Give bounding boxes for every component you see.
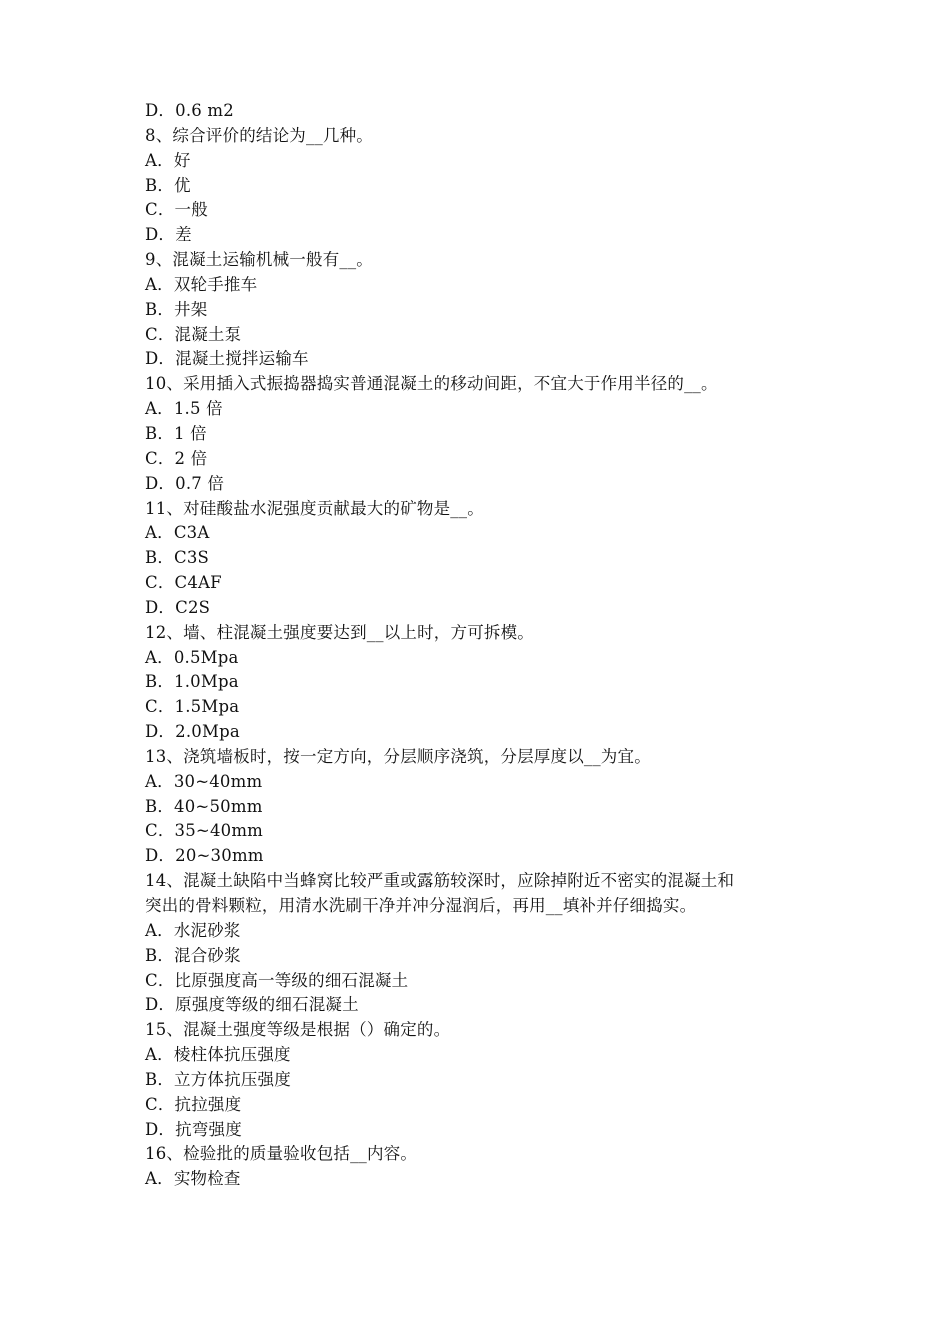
option-line: C．一般 — [145, 200, 208, 220]
option-line: D．原强度等级的细石混凝土 — [145, 995, 359, 1015]
option-line: A．双轮手推车 — [145, 274, 258, 294]
option-line: D．20~30mm — [145, 846, 264, 866]
question-line: 11、对硅酸盐水泥强度贡献最大的矿物是__。 — [145, 498, 484, 518]
option-line: D．C2S — [145, 597, 211, 617]
option-line: D．0.6 m2 — [145, 101, 234, 120]
exam-content — [145, 99, 825, 1192]
option-line: D．混凝土搅拌运输车 — [145, 349, 309, 369]
question-line: 8、综合评价的结论为__几种。 — [145, 125, 373, 145]
option-line: C．1.5Mpa — [145, 697, 240, 717]
question-line: 15、混凝土强度等级是根据（）确定的。 — [145, 1020, 451, 1040]
option-line: C．比原强度高一等级的细石混凝土 — [145, 970, 409, 990]
option-line: B．优 — [145, 175, 191, 195]
option-line: B．混合砂浆 — [145, 945, 241, 965]
option-line: C．2 倍 — [145, 448, 208, 468]
option-line: A．1.5 倍 — [145, 399, 223, 419]
option-line: A．棱柱体抗压强度 — [145, 1045, 291, 1065]
question-line: 9、混凝土运输机械一般有__。 — [145, 250, 373, 270]
option-line: B．1.0Mpa — [145, 672, 239, 692]
question-line-continued: 突出的骨料颗粒，用清水洗刷干净并冲分湿润后，再用__填补并仔细捣实。 — [145, 896, 697, 915]
option-line: B．C3S — [145, 548, 210, 568]
option-line: D．差 — [145, 225, 192, 245]
question-line: 10、采用插入式振捣器捣实普通混凝土的移动间距，不宜大于作用半径的__。 — [145, 374, 718, 394]
option-line: B．井架 — [145, 299, 208, 319]
option-line: D．0.7 倍 — [145, 473, 225, 493]
option-line: A．0.5Mpa — [145, 647, 239, 667]
option-line: A．水泥砂浆 — [145, 920, 241, 940]
option-line: B．40~50mm — [145, 796, 263, 816]
option-line: A．C3A — [145, 523, 210, 543]
option-line: A．实物检查 — [145, 1169, 241, 1189]
option-line: A．好 — [145, 150, 191, 170]
question-line: 13、浇筑墙板时，按一定方向，分层顺序浇筑，分层厚度以__为宜。 — [145, 746, 651, 766]
option-line: B．立方体抗压强度 — [145, 1069, 291, 1089]
option-line: C．35~40mm — [145, 821, 264, 841]
question-line: 16、检验批的质量验收包括__内容。 — [145, 1144, 418, 1164]
question-line: 14、混凝土缺陷中当蜂窝比较严重或露筋较深时，应除掉附近不密实的混凝土和 — [145, 871, 735, 891]
option-line: D．2.0Mpa — [145, 722, 240, 742]
option-line: B．1 倍 — [145, 423, 207, 443]
option-line: D．抗弯强度 — [145, 1119, 242, 1139]
option-line: C．抗拉强度 — [145, 1094, 242, 1114]
option-line: C．C4AF — [145, 573, 222, 593]
option-line: A．30~40mm — [145, 771, 263, 791]
option-line: C．混凝土泵 — [145, 324, 242, 344]
question-line: 12、墙、柱混凝土强度要达到__以上时，方可拆模。 — [145, 622, 534, 642]
